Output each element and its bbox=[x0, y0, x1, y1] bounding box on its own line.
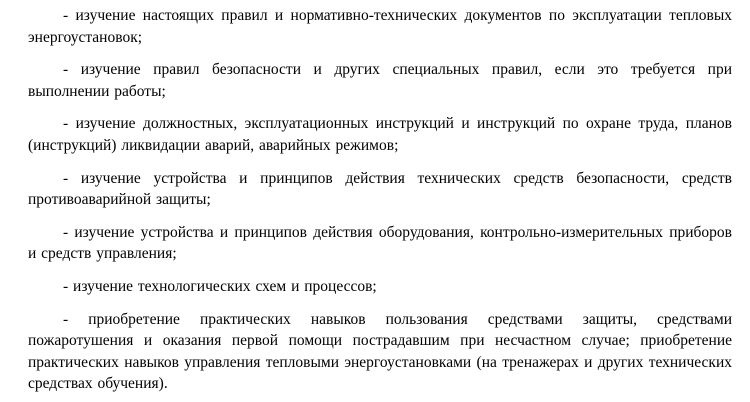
paragraph-practical-skills: - приобретение практических навыков пользования средствами защиты, средствами пожаротушения и оказания первой помощи пострадавшим при несчастном случае; приобретение практических навыков управления тепловыми энергоустановками (на тренажерах и других технических средствах обучения). bbox=[28, 310, 732, 393]
paragraph-safety-rules: - изучение правил безопасности и других специальных правил, если это требуется при выполнении работы; bbox=[28, 61, 732, 100]
paragraph-tech-schemes: - изучение технологических схем и процессов; bbox=[63, 277, 377, 295]
paragraph-equipment-principles: - изучение устройства и принципов действия оборудования, контрольно-измерительных приборов и средств управления; bbox=[28, 223, 732, 263]
paragraph-safety-devices: - изучение устройства и принципов действия технических средств безопасности, средств противоаварийной защиты; bbox=[28, 169, 732, 209]
paragraph-study-rules: - изучение настоящих правил и нормативно-технических документов по эксплуатации тепловых энергоустановок; bbox=[28, 7, 732, 46]
paragraph-job-instructions: - изучение должностных, эксплуатационных инструкций и инструкций по охране труда, планов (инструкций) ликвидации аварий, аварийных режимов; bbox=[28, 115, 732, 154]
